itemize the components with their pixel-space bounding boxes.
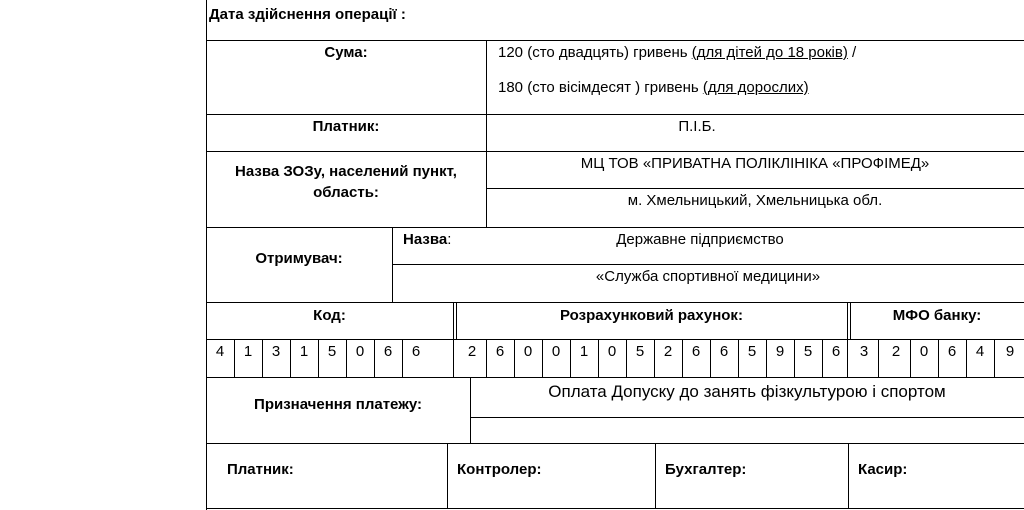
code-digit: 0 <box>355 343 365 360</box>
divider-row6 <box>206 339 1024 340</box>
divider-facility-inner <box>486 188 1024 189</box>
sum-line-children <box>498 44 856 62</box>
account-digit: 6 <box>831 343 841 360</box>
account-digit: 5 <box>747 343 757 360</box>
recipient-name-label <box>403 231 451 249</box>
purpose-label: Призначення платежу: <box>254 396 422 413</box>
account-label: Розрахунковий рахунок: <box>560 307 743 324</box>
recipient-name-colon: : <box>447 231 452 248</box>
code-digit: 5 <box>327 343 337 360</box>
divider-col-code <box>453 302 454 377</box>
code-digit: 3 <box>271 343 281 360</box>
account-digit: 9 <box>775 343 785 360</box>
recipient-name-label-text: Назва <box>403 231 448 248</box>
mfo-digit: 3 <box>859 343 869 360</box>
sig-controller-label: Контролер: <box>457 461 542 478</box>
code-label: Код: <box>313 307 346 324</box>
mfo-digit: 0 <box>919 343 929 360</box>
code-digit: 1 <box>243 343 253 360</box>
facility-location: м. Хмельницький, Хмельницька обл. <box>627 192 883 209</box>
divider-row8 <box>206 443 1024 444</box>
account-digit: 1 <box>579 343 589 360</box>
sum-label: Сума: <box>324 44 368 61</box>
divider-row5 <box>206 302 1024 303</box>
facility-name: МЦ ТОВ «ПРИВАТНА ПОЛІКЛІНІКА «ПРОФІМЕД» <box>580 155 930 172</box>
sum-adults-text: 180 (сто вісімдесят ) гривень <box>498 79 703 96</box>
recipient-name-line2: «Служба спортивної медицини» <box>595 268 821 285</box>
account-digit: 5 <box>803 343 813 360</box>
sum-line-adults <box>498 79 809 97</box>
mfo-label: МФО банку: <box>892 307 982 324</box>
account-digit: 6 <box>719 343 729 360</box>
divider-row4 <box>206 227 1024 228</box>
code-digit: 6 <box>383 343 393 360</box>
mfo-digit: 2 <box>891 343 901 360</box>
divider-col-recipient <box>392 227 393 302</box>
payer-label: Платник: <box>312 118 380 135</box>
divider-row7 <box>206 377 1024 378</box>
divider-bottom <box>206 508 1024 509</box>
mfo-digit: 9 <box>1005 343 1015 360</box>
facility-label-line1: Назва ЗОЗу, населений пункт, <box>235 163 457 180</box>
operation-date-label: Дата здійснення операції : <box>209 6 406 23</box>
mfo-digit: 4 <box>975 343 985 360</box>
divider-row2 <box>206 114 1024 115</box>
sig-accountant-label: Бухгалтер: <box>665 461 747 478</box>
sig-cashier-label: Касир: <box>858 461 908 478</box>
payer-value: П.І.Б. <box>678 118 716 135</box>
divider-sig-2 <box>655 443 656 508</box>
facility-label-line2: область: <box>313 184 379 201</box>
divider-sig-3 <box>848 443 849 508</box>
sum-children-text: 120 (сто двадцять) гривень <box>498 44 692 61</box>
recipient-name-line1: Державне підприємство <box>616 231 784 248</box>
account-digit: 0 <box>523 343 533 360</box>
sum-children-suffix: / <box>847 44 857 61</box>
account-digit: 2 <box>467 343 477 360</box>
divider-row3 <box>206 151 1024 152</box>
code-digit: 6 <box>411 343 421 360</box>
account-digit: 6 <box>691 343 701 360</box>
divider-sig-1 <box>447 443 448 508</box>
divider-purpose-inner <box>470 417 1024 418</box>
divider-col-account <box>847 302 848 377</box>
account-digit: 0 <box>607 343 617 360</box>
sig-payer-label: Платник: <box>227 461 294 478</box>
mfo-digit: 6 <box>947 343 957 360</box>
digit-divider <box>994 339 995 377</box>
recipient-label: Отримувач: <box>255 250 343 267</box>
sum-adults-note: (для дорослих) <box>702 79 809 96</box>
purpose-value: Оплата Допуску до занять фізкультурою і спортом <box>548 382 946 401</box>
digit-divider <box>878 339 879 377</box>
account-digit: 5 <box>635 343 645 360</box>
account-digit: 6 <box>495 343 505 360</box>
divider-row1 <box>206 40 1024 41</box>
code-digit: 4 <box>215 343 225 360</box>
sum-children-note: (для дітей до 18 років) <box>691 44 848 61</box>
divider-recipient-inner <box>392 264 1024 265</box>
code-digit: 1 <box>299 343 309 360</box>
account-digit: 2 <box>663 343 673 360</box>
account-digit: 0 <box>551 343 561 360</box>
